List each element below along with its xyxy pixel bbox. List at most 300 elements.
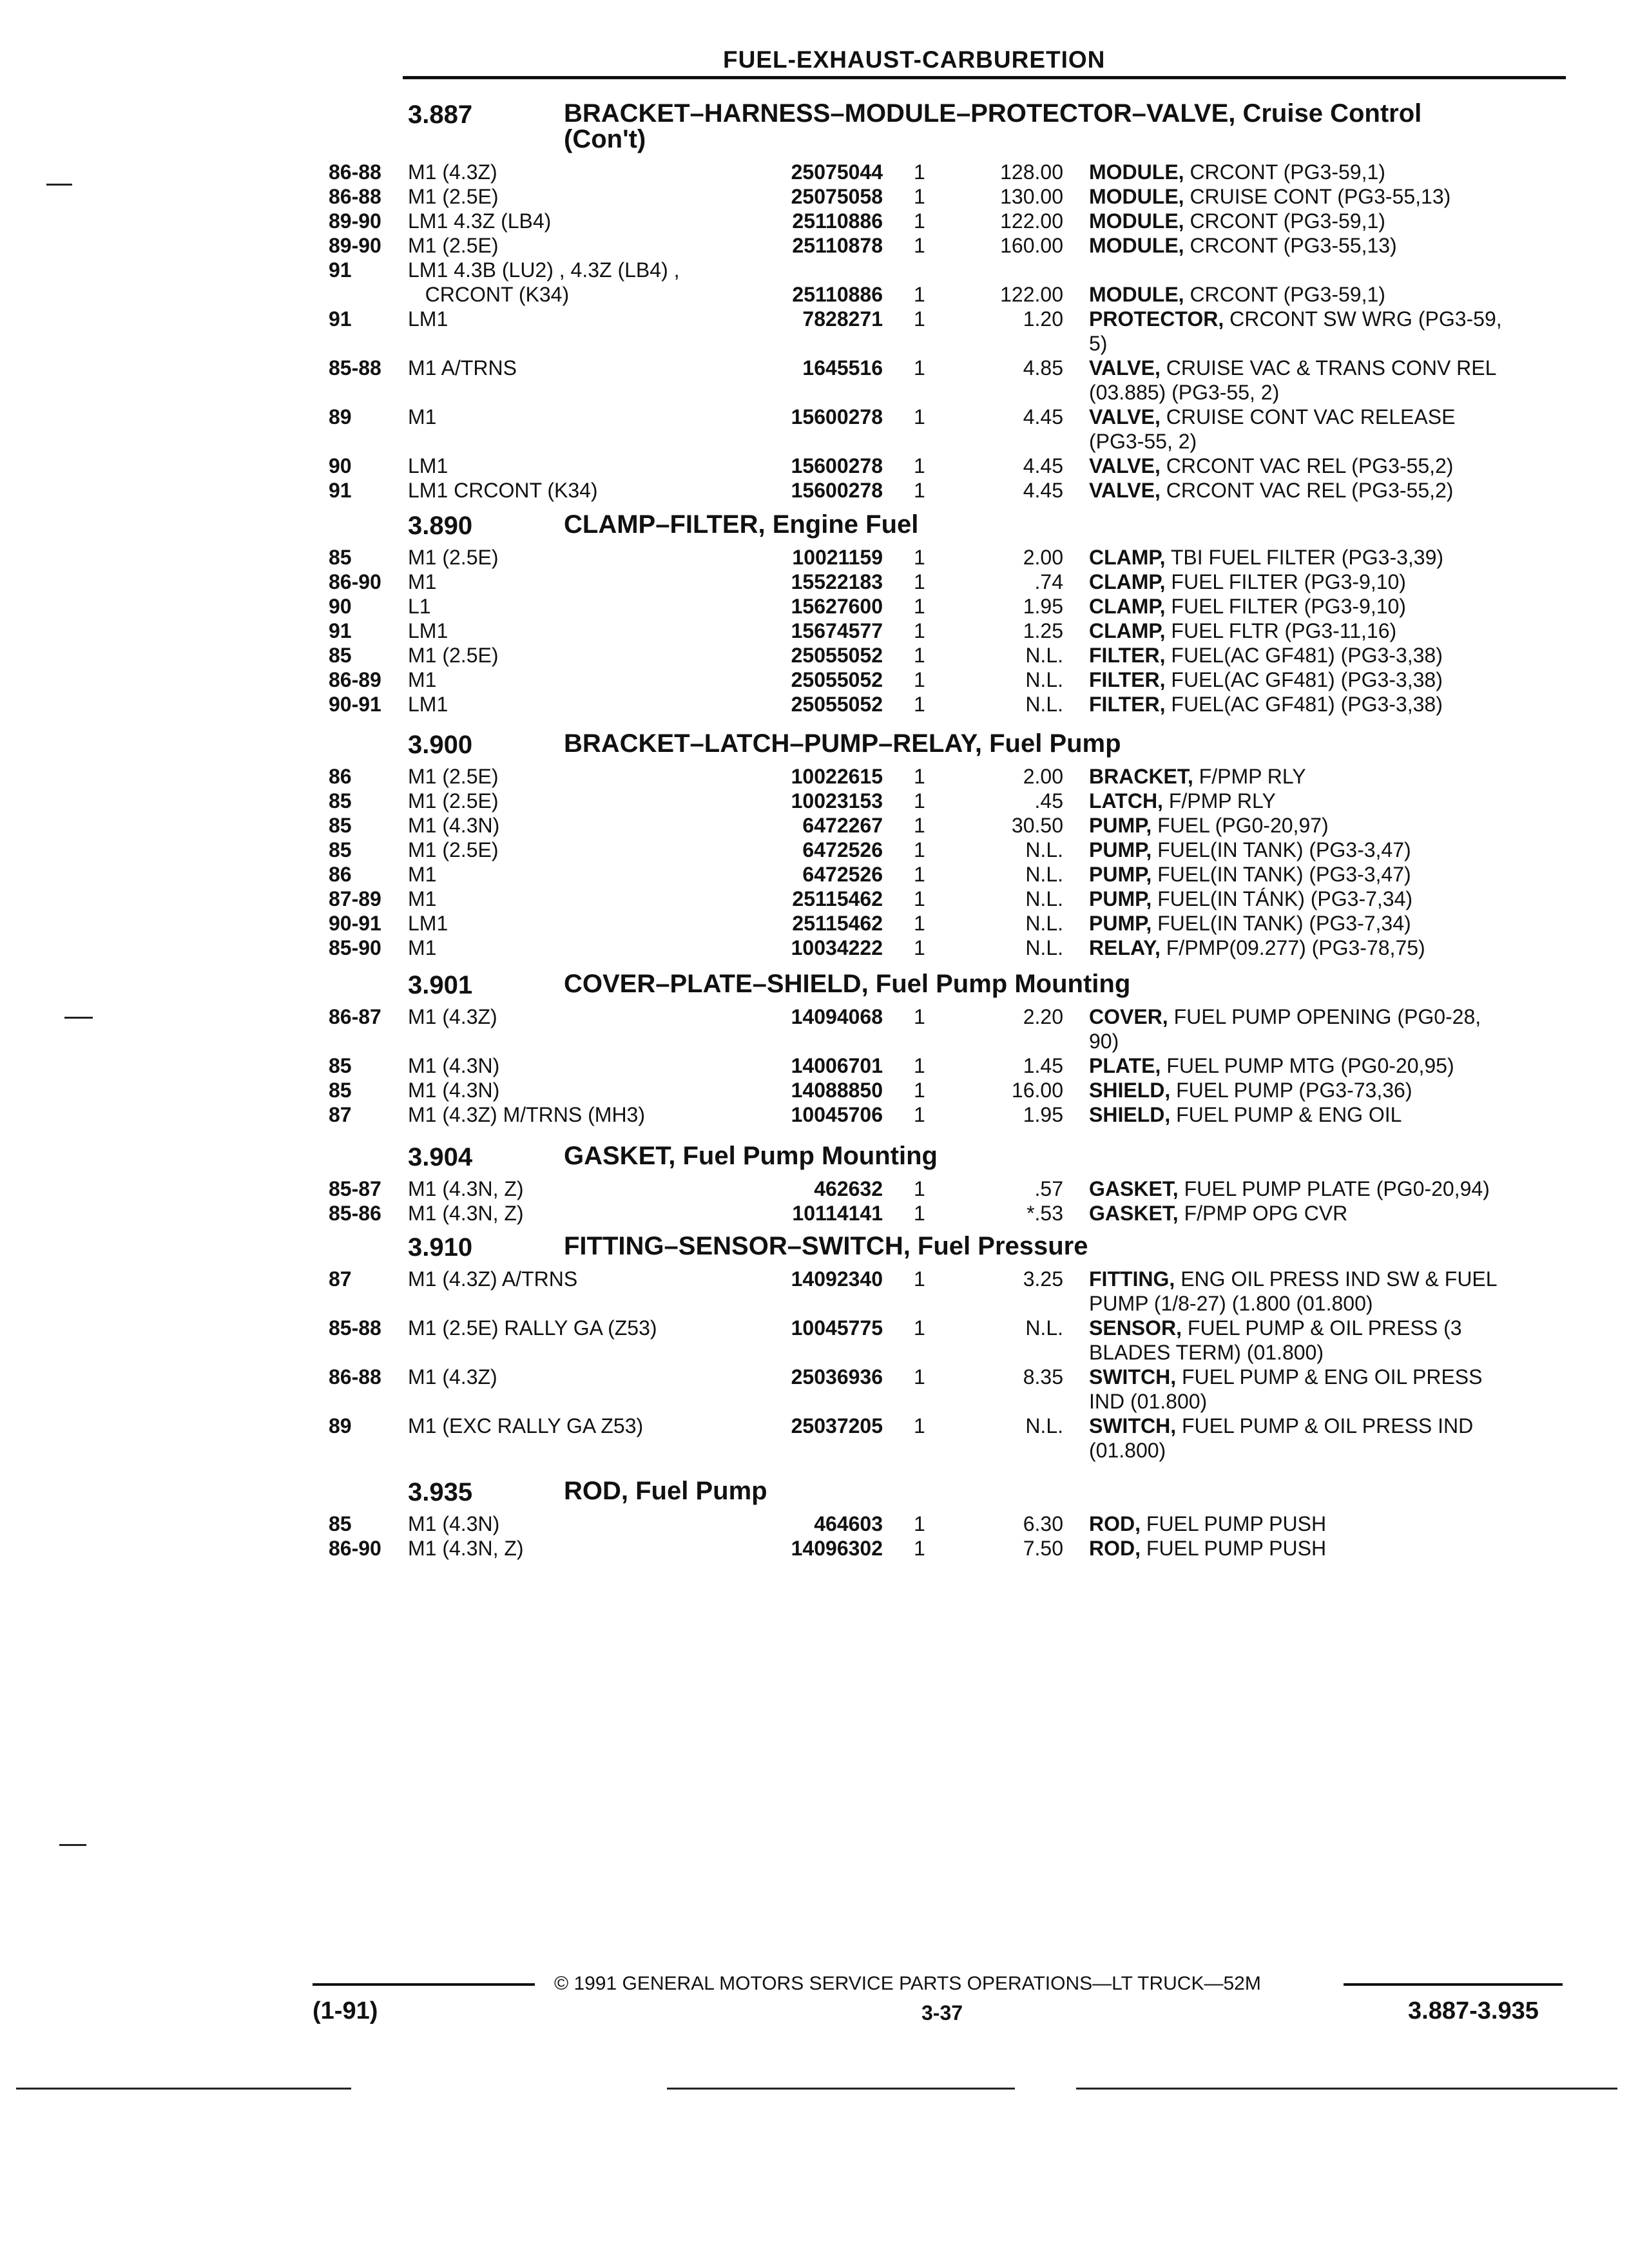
description-text: CRUISE CONT VAC RELEASE (PG3-55, 2): [1089, 405, 1456, 453]
quantity: 1: [914, 283, 925, 306]
model-years: 91: [329, 307, 352, 331]
description-text: CRCONT (PG3-59,1): [1184, 283, 1385, 306]
model-years: 86-88: [329, 1365, 381, 1389]
part-number: 6472526: [802, 838, 883, 861]
part-description: [1089, 1316, 1566, 1365]
description-keyword: PUMP,: [1089, 838, 1152, 861]
part-row: [322, 209, 1566, 233]
model-application: LM1: [408, 912, 448, 935]
part-description: [1089, 1267, 1566, 1316]
model-application: LM1: [408, 307, 448, 331]
part-row: [322, 594, 1566, 619]
section-number: 3.901: [408, 971, 473, 999]
part-description: [1089, 764, 1566, 789]
part-description: [1089, 692, 1566, 716]
part-description: [1089, 1536, 1566, 1561]
quantity: 1: [914, 1202, 925, 1225]
description-text: FUEL PUMP (PG3-73,36): [1170, 1079, 1412, 1102]
description-text: FUEL PUMP PUSH: [1141, 1512, 1327, 1535]
description-keyword: BRACKET,: [1089, 765, 1193, 788]
quantity: 1: [914, 912, 925, 935]
part-number: 14092340: [791, 1267, 883, 1291]
model-years: 86: [329, 765, 352, 788]
part-number: 25055052: [791, 668, 883, 691]
model-years: 91: [329, 619, 352, 642]
model-years: 85: [329, 814, 352, 837]
price: *.53: [1027, 1202, 1063, 1225]
description-text: FUEL PUMP & OIL PRESS (3 BLADES TERM) (01.800): [1089, 1316, 1462, 1364]
quantity: 1: [914, 595, 925, 618]
part-row: [322, 692, 1566, 716]
section-header: [322, 968, 1566, 1004]
description-keyword: MODULE,: [1089, 160, 1184, 184]
section-5: [322, 1231, 1566, 1463]
model-application: M1 (4.3N): [408, 814, 500, 837]
description-text: CRCONT (PG3-55,13): [1184, 234, 1397, 257]
footer-section-range: 3.887-3.935: [1408, 1997, 1539, 2024]
part-number: 10021159: [792, 546, 883, 569]
part-description: [1089, 356, 1566, 405]
part-number: 1645516: [802, 356, 883, 380]
description-keyword: GASKET,: [1089, 1177, 1179, 1200]
model-application: M1 (2.5E): [408, 789, 499, 812]
description-text: CRUISE CONT (PG3-55,13): [1184, 185, 1451, 208]
part-row: [322, 1201, 1566, 1225]
price: N.L.: [1025, 1414, 1063, 1437]
model-years: 90-91: [329, 693, 381, 716]
part-description: [1089, 1201, 1566, 1225]
part-row: [322, 545, 1566, 570]
part-description: [1089, 1102, 1566, 1127]
price: 1.20: [1023, 307, 1063, 331]
quantity: 1: [914, 160, 925, 184]
description-text: FUEL(IN TANK) (PG3-3,47): [1152, 838, 1411, 861]
model-years: 85: [329, 644, 352, 667]
part-description: [1089, 282, 1566, 307]
quantity: 1: [914, 693, 925, 716]
price: .45: [1034, 789, 1063, 812]
description-keyword: PLATE,: [1089, 1054, 1161, 1077]
description-text: CRCONT VAC REL (PG3-55,2): [1160, 454, 1454, 477]
section-title: CLAMP–FILTER, Engine Fuel: [564, 510, 919, 539]
part-number: 25075044: [791, 160, 883, 184]
part-description: [1089, 838, 1566, 862]
part-row: [322, 838, 1566, 862]
section-number: 3.904: [408, 1143, 473, 1171]
description-keyword: VALVE,: [1089, 405, 1161, 428]
part-row: [322, 911, 1566, 936]
part-number: 10045706: [791, 1103, 883, 1126]
model-application: M1: [408, 936, 437, 959]
price: 8.35: [1023, 1365, 1063, 1389]
quantity: 1: [914, 814, 925, 837]
model-application: M1 (4.3Z) M/TRNS (MH3): [408, 1103, 645, 1126]
model-application: M1 (4.3N): [408, 1512, 500, 1535]
price: 2.00: [1023, 546, 1063, 569]
part-row: [322, 570, 1566, 594]
model-years: 85-90: [329, 936, 381, 959]
quantity: 1: [914, 209, 925, 233]
model-years: 86-88: [329, 185, 381, 208]
part-number: 15522183: [791, 570, 883, 593]
part-number: 15627600: [791, 595, 883, 618]
price: 30.50: [1011, 814, 1063, 837]
part-number: 14096302: [791, 1537, 883, 1560]
price: 4.85: [1023, 356, 1063, 380]
model-years: 89: [329, 405, 352, 428]
part-row: [322, 307, 1566, 356]
price: N.L.: [1025, 668, 1063, 691]
quantity: 1: [914, 1103, 925, 1126]
model-application: M1 (2.5E): [408, 546, 499, 569]
section-title: FITTING–SENSOR–SWITCH, Fuel Pressure: [564, 1232, 1088, 1260]
description-text: FUEL(IN TANK) (PG3-7,34): [1152, 912, 1411, 935]
quantity: 1: [914, 479, 925, 502]
description-keyword: ROD,: [1089, 1537, 1141, 1560]
description-keyword: CLAMP,: [1089, 619, 1166, 642]
model-years: 87: [329, 1103, 352, 1126]
part-number: 7828271: [802, 307, 883, 331]
part-row: [322, 1512, 1566, 1536]
quantity: 1: [914, 838, 925, 861]
quantity: 1: [914, 234, 925, 257]
price: N.L.: [1025, 838, 1063, 861]
part-description: [1089, 643, 1566, 668]
part-description: [1089, 545, 1566, 570]
price: 6.30: [1023, 1512, 1063, 1535]
model-years: 91: [329, 479, 352, 502]
description-keyword: SENSOR,: [1089, 1316, 1182, 1340]
scan-mark: [46, 184, 72, 186]
price: 2.00: [1023, 765, 1063, 788]
model-application: M1 (4.3N, Z): [408, 1177, 524, 1200]
model-years: 85: [329, 789, 352, 812]
description-keyword: RELAY,: [1089, 936, 1161, 959]
part-number: 25115462: [792, 887, 883, 910]
part-row: [322, 1078, 1566, 1102]
section-header: [322, 1140, 1566, 1177]
part-row: [322, 454, 1566, 478]
quantity: 1: [914, 356, 925, 380]
description-text: FUEL PUMP PLATE (PG0-20,94): [1178, 1177, 1490, 1200]
model-application: LM1: [408, 693, 448, 716]
price: 4.45: [1023, 454, 1063, 477]
model-application: M1 A/TRNS: [408, 356, 517, 380]
model-years: 90-91: [329, 912, 381, 935]
price: 7.50: [1023, 1537, 1063, 1560]
description-text: F/PMP RLY: [1162, 789, 1276, 812]
quantity: 1: [914, 454, 925, 477]
part-description: [1089, 209, 1566, 233]
description-text: F/PMP RLY: [1193, 765, 1306, 788]
title-rule: [403, 76, 1566, 79]
description-text: FUEL PUMP & OIL PRESS IND (01.800): [1089, 1414, 1474, 1462]
section-0: [322, 98, 1566, 503]
model-application: M1 (4.3Z): [408, 160, 497, 184]
model-years: 86-90: [329, 1537, 381, 1560]
description-text: CRCONT SW WRG (PG3-59, 5): [1089, 307, 1502, 355]
model-application: M1 (EXC RALLY GA Z53): [408, 1414, 644, 1437]
model-application: LM1: [408, 454, 448, 477]
part-row: [322, 1004, 1566, 1053]
model-years: 85: [329, 1512, 352, 1535]
part-row: [322, 1267, 1566, 1316]
description-keyword: SHIELD,: [1089, 1103, 1171, 1126]
model-application: M1 (2.5E) RALLY GA (Z53): [408, 1316, 657, 1340]
description-keyword: MODULE,: [1089, 209, 1184, 233]
model-years: 85-88: [329, 1316, 381, 1340]
part-description: [1089, 1177, 1566, 1201]
section-number: 3.910: [408, 1233, 473, 1262]
description-text: FUEL PUMP OPENING (PG0-28, 90): [1089, 1005, 1481, 1053]
section-title: BRACKET–HARNESS–MODULE–PROTECTOR–VALVE, Cruise Control (Con't): [564, 99, 1422, 153]
section-title: COVER–PLATE–SHIELD, Fuel Pump Mounting: [564, 970, 1131, 998]
description-keyword: FILTER,: [1089, 693, 1166, 716]
model-application: M1 (2.5E): [408, 644, 499, 667]
section-number: 3.900: [408, 731, 473, 759]
model-application: M1 (4.3Z): [408, 1365, 497, 1389]
part-row: [322, 887, 1566, 911]
part-description: [1089, 570, 1566, 594]
model-application: M1 (2.5E): [408, 838, 499, 861]
quantity: 1: [914, 1267, 925, 1291]
model-years: 85-86: [329, 1202, 381, 1225]
part-row: [322, 1053, 1566, 1078]
part-number: 25055052: [791, 644, 883, 667]
quantity: 1: [914, 887, 925, 910]
part-description: [1089, 1414, 1566, 1463]
part-description: [1089, 160, 1566, 184]
model-application: M1 (2.5E): [408, 234, 499, 257]
part-row: [322, 862, 1566, 887]
description-keyword: VALVE,: [1089, 479, 1161, 502]
model-years: 85: [329, 838, 352, 861]
price: 122.00: [1000, 209, 1063, 233]
price: 1.95: [1023, 1103, 1063, 1126]
part-row: [322, 1536, 1566, 1561]
description-text: FUEL PUMP & ENG OIL: [1170, 1103, 1402, 1126]
price: 122.00: [1000, 283, 1063, 306]
description-text: CRCONT VAC REL (PG3-55,2): [1160, 479, 1454, 502]
description-keyword: FITTING,: [1089, 1267, 1175, 1291]
part-description: [1089, 1512, 1566, 1536]
section-header: [322, 728, 1566, 764]
part-description: [1089, 594, 1566, 619]
part-number: 14094068: [791, 1005, 883, 1028]
part-number: 15600278: [791, 405, 883, 428]
quantity: 1: [914, 307, 925, 331]
model-years: 90: [329, 595, 352, 618]
quantity: 1: [914, 789, 925, 812]
model-application: LM1 4.3Z (LB4): [408, 209, 552, 233]
part-number: 462632: [814, 1177, 883, 1200]
scan-mark: [64, 1017, 93, 1019]
section-header: [322, 1475, 1566, 1512]
footer-rule-left: [313, 1983, 535, 1986]
part-number: 15600278: [791, 479, 883, 502]
description-keyword: FILTER,: [1089, 644, 1166, 667]
model-years: 87: [329, 1267, 352, 1291]
model-years: 85-88: [329, 356, 381, 380]
quantity: 1: [914, 1005, 925, 1028]
part-number: 10034222: [791, 936, 883, 959]
model-application: M1: [408, 863, 437, 886]
description-text: F/PMP(09.277) (PG3-78,75): [1160, 936, 1425, 959]
quantity: 1: [914, 863, 925, 886]
section-header: [322, 1231, 1566, 1267]
part-description: [1089, 668, 1566, 692]
price: N.L.: [1025, 863, 1063, 886]
part-description: [1089, 454, 1566, 478]
part-row: [322, 619, 1566, 643]
description-text: CRCONT (PG3-59,1): [1184, 209, 1385, 233]
section-title: ROD, Fuel Pump: [564, 1477, 767, 1505]
part-row: [322, 1102, 1566, 1127]
part-description: [1089, 307, 1566, 356]
quantity: 1: [914, 1177, 925, 1200]
quantity: 1: [914, 765, 925, 788]
description-keyword: CLAMP,: [1089, 570, 1166, 593]
model-years: 85: [329, 1079, 352, 1102]
part-row: [322, 1414, 1566, 1463]
model-application: M1 (4.3Z) A/TRNS: [408, 1267, 578, 1291]
description-keyword: LATCH,: [1089, 789, 1163, 812]
part-row: [322, 789, 1566, 813]
part-description: [1089, 478, 1566, 503]
scan-edge-line-right: [1076, 2088, 1617, 2090]
model-application: LM1 4.3B (LU2) , 4.3Z (LB4) , CRCONT (K34): [408, 258, 680, 306]
part-number: 10023153: [791, 789, 883, 812]
part-description: [1089, 813, 1566, 838]
quantity: 1: [914, 1537, 925, 1560]
price: N.L.: [1025, 644, 1063, 667]
part-row: [322, 233, 1566, 258]
part-number: 14088850: [791, 1079, 883, 1102]
description-keyword: VALVE,: [1089, 356, 1161, 380]
price: 1.25: [1023, 619, 1063, 642]
model-application: M1: [408, 887, 437, 910]
scan-edge-line-middle: [667, 2088, 1015, 2090]
description-text: CRUISE VAC & TRANS CONV REL (03.885) (PG3-55, 2): [1089, 356, 1497, 404]
part-number: 15674577: [791, 619, 883, 642]
model-years: 86-88: [329, 160, 381, 184]
model-years: 86-90: [329, 570, 381, 593]
part-description: [1089, 789, 1566, 813]
price: 128.00: [1000, 160, 1063, 184]
part-description: [1089, 184, 1566, 209]
model-application: M1: [408, 405, 437, 428]
quantity: 1: [914, 936, 925, 959]
part-number: 10045775: [791, 1316, 883, 1340]
model-years: 91: [329, 258, 352, 282]
description-keyword: PUMP,: [1089, 912, 1152, 935]
quantity: 1: [914, 1365, 925, 1389]
description-text: F/PMP OPG CVR: [1178, 1202, 1348, 1225]
description-text: FUEL FILTER (PG3-9,10): [1165, 595, 1406, 618]
quantity: 1: [914, 1316, 925, 1340]
quantity: 1: [914, 1512, 925, 1535]
model-application: L1: [408, 595, 431, 618]
section-title: BRACKET–LATCH–PUMP–RELAY, Fuel Pump: [564, 729, 1121, 758]
price: N.L.: [1025, 887, 1063, 910]
part-number: 25036936: [791, 1365, 883, 1389]
section-3: [322, 968, 1566, 1127]
part-row: [322, 258, 1566, 307]
part-number: 15600278: [791, 454, 883, 477]
part-row: [322, 1365, 1566, 1414]
model-application: LM1 CRCONT (K34): [408, 479, 598, 502]
model-years: 86: [329, 863, 352, 886]
description-keyword: PROTECTOR,: [1089, 307, 1224, 331]
quantity: 1: [914, 405, 925, 428]
part-description: [1089, 1004, 1566, 1053]
description-text: FUEL(AC GF481) (PG3-3,38): [1165, 644, 1443, 667]
part-row: [322, 813, 1566, 838]
section-title: GASKET, Fuel Pump Mounting: [564, 1142, 938, 1170]
model-years: 85: [329, 1054, 352, 1077]
part-row: [322, 764, 1566, 789]
model-application: M1 (4.3N): [408, 1054, 500, 1077]
quantity: 1: [914, 619, 925, 642]
price: 3.25: [1023, 1267, 1063, 1291]
description-keyword: PUMP,: [1089, 814, 1152, 837]
part-description: [1089, 619, 1566, 643]
part-description: [1089, 405, 1566, 454]
part-row: [322, 356, 1566, 405]
description-text: TBI FUEL FILTER (PG3-3,39): [1165, 546, 1444, 569]
price: 4.45: [1023, 479, 1063, 502]
part-description: [1089, 1365, 1566, 1414]
description-text: ENG OIL PRESS IND SW & FUEL PUMP (1/8-27) (1.800 (01.800): [1089, 1267, 1498, 1315]
part-number: 14006701: [791, 1054, 883, 1077]
price: 16.00: [1011, 1079, 1063, 1102]
model-application: M1 (2.5E): [408, 185, 499, 208]
price: 1.95: [1023, 595, 1063, 618]
price: N.L.: [1025, 912, 1063, 935]
quantity: 1: [914, 1414, 925, 1437]
part-number: 464603: [814, 1512, 883, 1535]
model-years: 89: [329, 1414, 352, 1437]
description-text: FUEL FLTR (PG3-11,16): [1165, 619, 1397, 642]
description-keyword: MODULE,: [1089, 283, 1184, 306]
page-title: FUEL-EXHAUST-CARBURETION: [723, 46, 1106, 73]
part-number: 6472267: [802, 814, 883, 837]
part-number: 25110886: [792, 283, 883, 306]
description-keyword: PUMP,: [1089, 887, 1152, 910]
quantity: 1: [914, 1079, 925, 1102]
part-number: 25055052: [791, 693, 883, 716]
quantity: 1: [914, 570, 925, 593]
scan-edge-line-left: [16, 2088, 351, 2090]
part-number: 25037205: [791, 1414, 883, 1437]
description-keyword: SWITCH,: [1089, 1365, 1177, 1389]
part-number: 25110886: [792, 209, 883, 233]
model-years: 87-89: [329, 887, 381, 910]
description-keyword: ROD,: [1089, 1512, 1141, 1535]
model-years: 89-90: [329, 234, 381, 257]
description-text: FUEL(AC GF481) (PG3-3,38): [1165, 668, 1443, 691]
part-row: [322, 160, 1566, 184]
part-row: [322, 478, 1566, 503]
description-keyword: GASKET,: [1089, 1202, 1179, 1225]
section-6: [322, 1475, 1566, 1561]
description-text: CRCONT (PG3-59,1): [1184, 160, 1385, 184]
footer-page-number: 3-37: [921, 2001, 963, 2024]
part-row: [322, 668, 1566, 692]
description-keyword: SWITCH,: [1089, 1414, 1177, 1437]
price: 1.45: [1023, 1054, 1063, 1077]
part-number: 25115462: [792, 912, 883, 935]
